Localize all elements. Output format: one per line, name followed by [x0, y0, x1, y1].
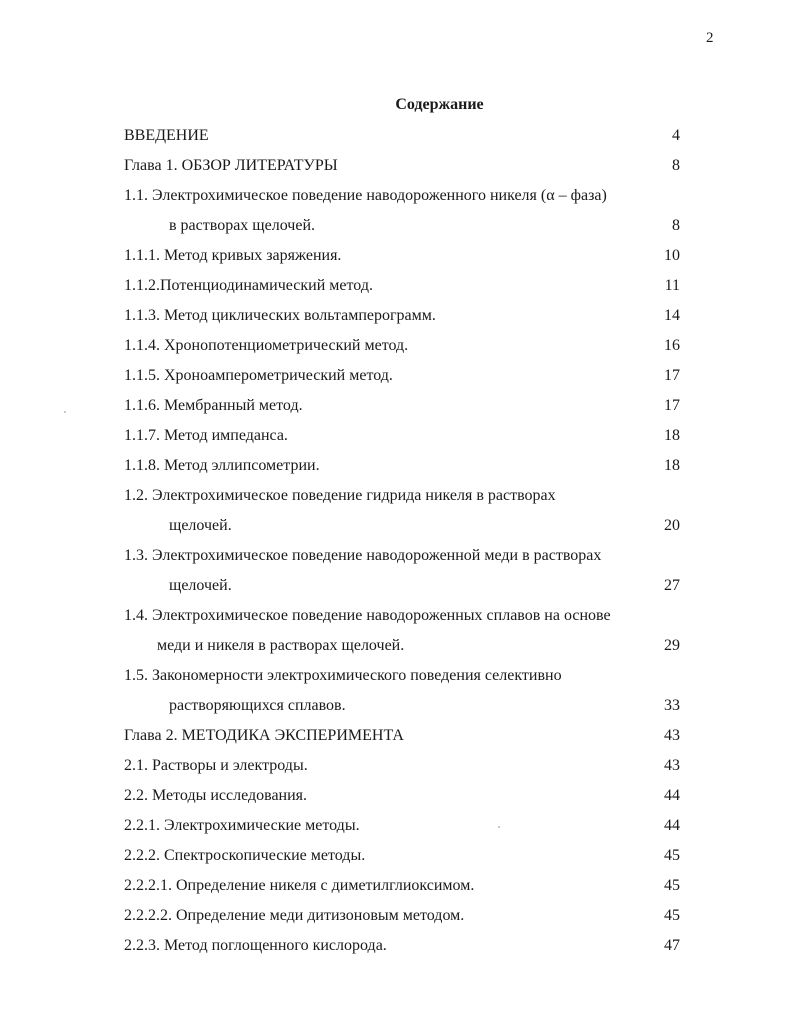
toc-entry-page: 18 — [664, 427, 680, 444]
toc-entry-label: 1.1.8. Метод эллипсометрии. — [124, 457, 320, 474]
toc-entry-label: Глава 2. МЕТОДИКА ЭКСПЕРИМЕНТА — [124, 727, 404, 744]
toc-entry-page: 17 — [664, 367, 680, 384]
toc-entry-label: 1.5. Закономерности электрохимического поведения селективно — [124, 667, 562, 684]
toc-entry-label: 2.2.3. Метод поглощенного кислорода. — [124, 937, 387, 954]
toc-entry-page: 43 — [664, 757, 680, 774]
toc-entry-page: 17 — [664, 397, 680, 414]
toc-entry-label: 1.1. Электрохимическое поведение наводороженного никеля (α – фаза) — [124, 187, 607, 204]
toc-entry-label: щелочей. — [169, 577, 232, 594]
toc-entry-page: 8 — [672, 217, 680, 234]
toc-entry-label: растворяющихся сплавов. — [169, 697, 346, 714]
toc-entry-page: 47 — [664, 937, 680, 954]
toc-entry-label: 2.2.1. Электрохимические методы. — [124, 817, 360, 834]
page-number: 2 — [706, 30, 714, 46]
toc-entry-label: 1.1.6. Мембранный метод. — [124, 397, 303, 414]
scan-speck — [498, 826, 500, 828]
toc-entry-label: 1.1.1. Метод кривых заряжения. — [124, 247, 342, 264]
toc-entry-label: 2.2.2.1. Определение никеля с диметилглиоксимом. — [124, 877, 475, 894]
toc-entry-label: 1.1.4. Хронопотенциометрический метод. — [124, 337, 409, 354]
toc-entry-page: 45 — [664, 907, 680, 924]
toc-entry-label: 2.1. Растворы и электроды. — [124, 757, 308, 774]
toc-entry-page: 45 — [664, 847, 680, 864]
toc-entry-label: 2.2. Методы исследования. — [124, 787, 308, 804]
toc-entry-page: 14 — [664, 307, 680, 324]
toc-entry-page: 11 — [664, 277, 680, 294]
toc-entry-label: 1.1.5. Хроноамперометрический метод. — [124, 367, 393, 384]
toc-entry-label: в растворах щелочей. — [169, 217, 315, 234]
toc-entry-page: 33 — [664, 697, 680, 714]
toc-entry-label: 2.2.2. Спектроскопические методы. — [124, 847, 366, 864]
toc-entry-label: 1.1.7. Метод импеданса. — [124, 427, 288, 444]
toc-entry-label: меди и никеля в растворах щелочей. — [157, 637, 405, 654]
toc-entry-label: 1.1.3. Метод циклических вольтамперограмм. — [124, 307, 436, 324]
toc-entry-page: 20 — [664, 517, 680, 534]
toc-entry-label: 1.3. Электрохимическое поведение наводороженной меди в растворах — [124, 547, 602, 564]
toc-entry-page: 43 — [664, 727, 680, 744]
toc-entry-page: 8 — [672, 157, 680, 174]
toc-entry-page: 10 — [664, 247, 680, 264]
toc-entry-page: 45 — [664, 877, 680, 894]
toc-entry-label: 2.2.2.2. Определение меди дитизоновым методом. — [124, 907, 465, 924]
toc-entry-label: Глава 1. ОБЗОР ЛИТЕРАТУРЫ — [124, 157, 338, 174]
toc-entry-page: 18 — [664, 457, 680, 474]
toc-entry-page: 44 — [664, 787, 680, 804]
toc-title: Содержание — [395, 96, 484, 113]
toc-entry-page: 16 — [664, 337, 680, 354]
toc-entry-label: 1.4. Электрохимическое поведение наводороженных сплавов на основе — [124, 607, 611, 624]
toc-entry-page: 27 — [664, 577, 680, 594]
toc-entry-label: ВВЕДЕНИЕ — [124, 127, 209, 144]
toc-entry-page: 4 — [672, 127, 680, 144]
toc-entry-page: 29 — [664, 637, 680, 654]
toc-entry-page: 44 — [664, 817, 680, 834]
toc-entry-label: щелочей. — [169, 517, 232, 534]
toc-entry-label: 1.2. Электрохимическое поведение гидрида никеля в растворах — [124, 487, 556, 504]
toc-entry-label: 1.1.2.Потенциодинамический метод. — [124, 277, 373, 294]
scan-speck — [64, 411, 66, 413]
